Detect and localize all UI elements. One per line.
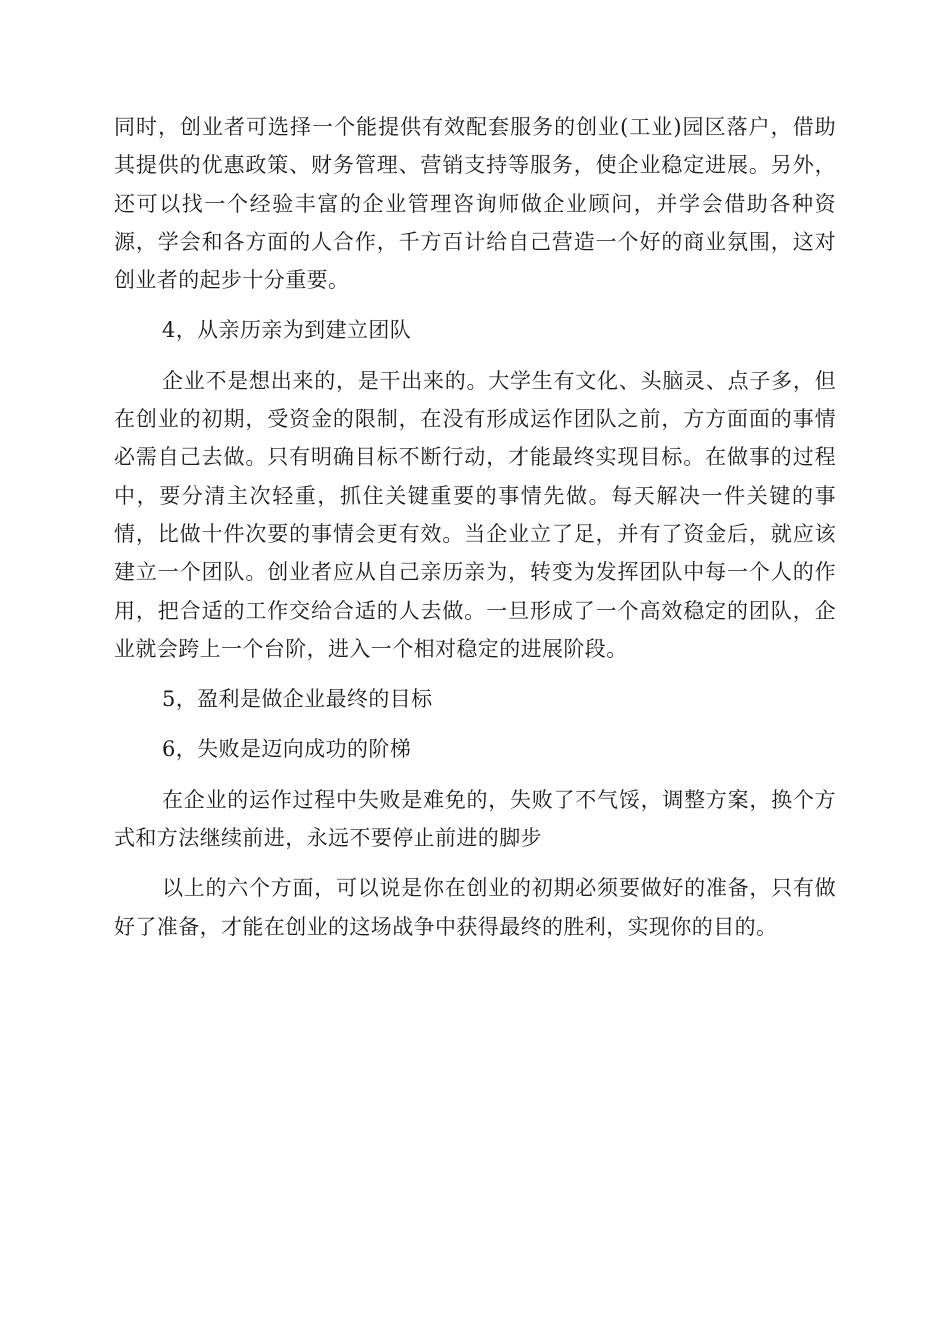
heading-failure-ladder: 6，失败是迈向成功的阶梯 (162, 737, 412, 762)
heading-profit-goal: 5，盈利是做企业最终的目标 (162, 687, 433, 712)
heading-build-team: 4，从亲历亲为到建立团队 (162, 318, 412, 343)
paragraph-failure: 在企业的运作过程中失败是难免的，失败了不气馁，调整方案，换个方式和方法继续前进，永远不要停止前进的脚步 (114, 787, 836, 851)
document-page (114, 108, 836, 946)
paragraph-support-services: 同时，创业者可选择一个能提供有效配套服务的创业(工业)园区落户，借助其提供的优惠政策、财务管理、营销支持等服务，使企业稳定进展。另外，还可以找一个经验丰富的企业管理咨询师做企业顾问，并学会借助各种资源，学会和各方面的人合作，千方百计给自己营造一个好的商业氛围，这对创业者的起步十分重要。 (114, 115, 836, 293)
paragraph-build-team: 企业不是想出来的，是干出来的。大学生有文化、头脑灵、点子多，但在创业的初期，受资金的限制，在没有形成运作团队之前，方方面面的事情必需自己去做。只有明确目标不断行动，才能最终实现目标。在做事的过程中，要分清主次轻重，抓住关键重要的事情先做。每天解决一件关键的事情，比做十件次要的事情会更有效。当企业立了足，并有了资金后，就应该建立一个团队。创业者应从自己亲历亲为，转变为发挥团队中每一个人的作用，把合适的工作交给合适的人去做。一旦形成了一个高效稳定的团队，企业就会跨上一个台阶，进入一个相对稳定的进展阶段。 (114, 368, 836, 661)
paragraph-conclusion: 以上的六个方面，可以说是你在创业的初期必须要做好的准备，只有做好了准备，才能在创业的这场战争中获得最终的胜利，实现你的目的。 (114, 876, 836, 939)
